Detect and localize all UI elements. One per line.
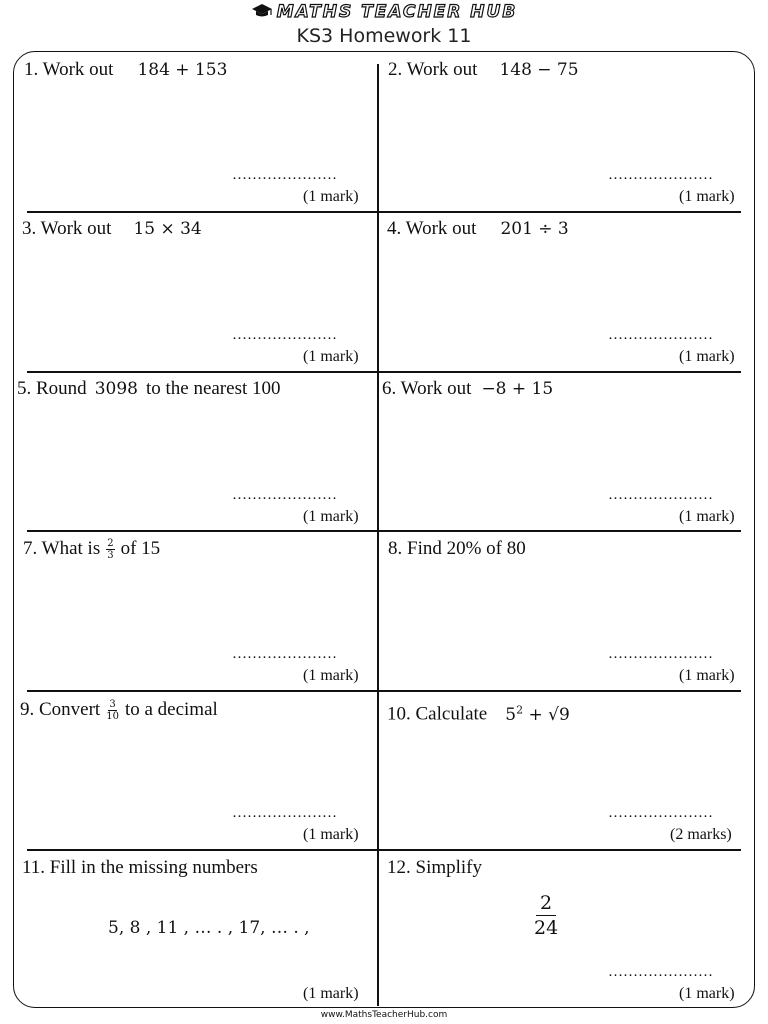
marks-label: (1 mark) (679, 188, 735, 205)
brand-logo (0, 1, 768, 25)
math-expression: 3098 (94, 379, 138, 399)
row-divider (27, 849, 741, 851)
graduation-cap-icon (251, 3, 273, 25)
answer-line[interactable]: ………………… (608, 964, 713, 980)
row-divider (27, 690, 741, 692)
marks-label: (1 mark) (303, 667, 359, 684)
question-text: 12. Simplify (387, 857, 483, 878)
footer-url: www.MathsTeacherHub.com (320, 1010, 448, 1020)
question-3 (22, 217, 202, 241)
question-11 (22, 856, 258, 880)
marks-label: (1 mark) (303, 985, 359, 1002)
question-text: to the nearest 100 (145, 378, 281, 399)
question-10 (387, 698, 570, 727)
fraction-numerator: 2 (107, 538, 114, 550)
question-1 (24, 58, 227, 82)
marks-label: (2 marks) (670, 826, 732, 843)
answer-line[interactable]: ………………… (608, 167, 713, 183)
question-4 (387, 217, 569, 241)
question-text: 2. Work out (388, 59, 478, 80)
question-text: 1. Work out (24, 59, 114, 80)
answer-line[interactable]: ………………… (232, 167, 337, 183)
question-text: 4. Work out (387, 218, 477, 239)
question-text: to a decimal (124, 699, 218, 720)
question-text: 6. Work out (382, 378, 472, 399)
math-expression: −8 + 15 (481, 379, 554, 399)
question-text: 7. What is (23, 538, 101, 559)
question-text: 3. Work out (22, 218, 112, 239)
question-text: 9. Convert (20, 699, 101, 720)
row-divider (27, 371, 741, 373)
marks-label: (1 mark) (679, 348, 735, 365)
math-operation: + √9 (523, 704, 570, 725)
math-expression (505, 705, 570, 725)
question-text: of 15 (120, 538, 161, 559)
marks-label: (1 mark) (303, 826, 359, 843)
marks-label: (1 mark) (679, 508, 735, 525)
power-base: 5 (505, 704, 517, 725)
fraction-numerator: 3 (109, 699, 116, 711)
fraction-numerator: 2 (536, 891, 556, 916)
marks-label: (1 mark) (303, 348, 359, 365)
marks-label: (1 mark) (303, 508, 359, 525)
math-expression: 15 × 34 (133, 219, 202, 239)
power-exponent: 2 (516, 703, 524, 716)
row-divider (27, 211, 741, 213)
fraction-denominator: 3 (107, 550, 114, 562)
answer-line[interactable]: ………………… (608, 646, 713, 662)
math-expression: 184 + 153 (137, 60, 228, 80)
math-expression: 148 − 75 (499, 60, 579, 80)
answer-line[interactable]: ………………… (232, 327, 337, 343)
math-expression: 201 ÷ 3 (500, 219, 569, 239)
fraction-denominator: 10 (106, 711, 119, 723)
question-text: 11. Fill in the missing numbers (22, 857, 258, 878)
marks-label: (1 mark) (679, 985, 735, 1002)
answer-line[interactable]: ………………… (232, 805, 337, 821)
column-divider (377, 64, 379, 1006)
fraction (106, 699, 119, 722)
question-8 (388, 537, 526, 561)
question-9 (20, 698, 218, 722)
question-2 (388, 58, 579, 82)
marks-label: (1 mark) (303, 188, 359, 205)
question-5 (17, 377, 281, 401)
answer-line[interactable]: ………………… (608, 327, 713, 343)
row-divider (27, 530, 741, 532)
number-sequence[interactable]: 5, 8 , 11 , … . , 17, … . , (108, 918, 310, 938)
question-text: 5. Round (17, 378, 87, 399)
question-text: 10. Calculate (387, 703, 488, 725)
worksheet-title: KS3 Homework 11 (296, 25, 472, 47)
fraction (106, 538, 114, 561)
question-12 (387, 856, 482, 880)
question-text: 8. Find 20% of 80 (388, 538, 526, 559)
brand-name: MATHS TEACHER HUB (276, 2, 518, 22)
answer-line[interactable]: ………………… (232, 646, 337, 662)
question-7 (23, 537, 160, 561)
answer-line[interactable]: ………………… (608, 487, 713, 503)
fraction (534, 891, 558, 940)
fraction-denominator: 24 (534, 917, 559, 939)
answer-line[interactable]: ………………… (232, 487, 337, 503)
answer-line[interactable]: ………………… (608, 805, 713, 821)
marks-label: (1 mark) (679, 667, 735, 684)
question-6 (382, 377, 553, 401)
